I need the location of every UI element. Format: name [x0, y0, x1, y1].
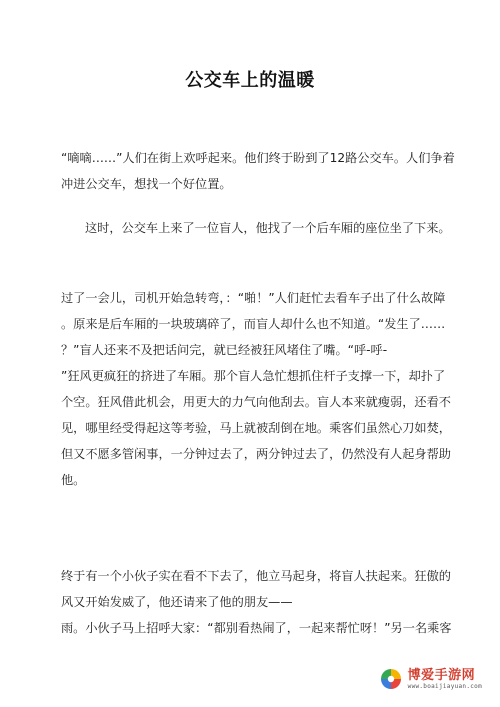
- paragraph-line: 冲进公交车，想找一个好位置。: [61, 177, 232, 191]
- paragraph-3: [61, 285, 449, 493]
- paragraph-4: [61, 563, 452, 641]
- watermark-text: [408, 669, 482, 690]
- paragraph-line: 风又开始发威了，他还请来了他的朋友——: [61, 595, 293, 609]
- watermark-site-name: 博爱手游网: [407, 667, 476, 683]
- paragraph-line: 终于有一个小伙子实在看不下去了，他立马起身，将盲人扶起来。狂傲的: [61, 569, 451, 583]
- paragraph-line: 过了一会儿，司机开始急转弯，：“啪！”人们赶忙去看车子出了什么故障: [61, 291, 446, 305]
- paragraph-line: 个空。狂风借此机会，用更大的力气向他刮去。盲人本来就瘦弱，还看不: [61, 395, 451, 409]
- paragraph-line: 雨。小伙子马上招呼大家：“都别看热闹了，一起来帮忙呀！”另一名乘客: [61, 621, 452, 635]
- paragraph-line: 。原来是后车厢的一块玻璃碎了，而盲人却什么也不知道。“发生了……: [61, 317, 446, 331]
- paragraph-line: 但又不愿多管闲事，一分钟过去了，两分钟过去了，仍然没有人起身帮助: [61, 447, 451, 461]
- paragraph-line: “嘀嘀……”人们在街上欢呼起来。他们终于盼到了12路公交车。人们争着: [61, 151, 455, 165]
- paragraph-line: ？”盲人还来不及把话问完，就已经被狂风堵住了嘴。“呼-呼-: [61, 343, 388, 357]
- paragraph-2: [61, 215, 449, 241]
- watermark-site-url: www.boaijiayuan.com: [407, 682, 482, 690]
- colorful-pinwheel-logo-icon: [379, 667, 403, 691]
- paragraph-line: ”狂风更疯狂的挤进了车厢。那个盲人急忙想抓住杆子支撑一下，却扑了: [61, 369, 446, 383]
- paragraph-1: [61, 145, 455, 197]
- paragraph-line: 他。: [61, 473, 86, 487]
- site-watermark: [376, 663, 488, 695]
- page-title: 公交车上的温暖: [185, 70, 315, 91]
- paragraph-line: 这时，公交车上来了一位盲人，他找了一个后车厢的座位坐了下来。: [85, 221, 451, 235]
- paragraph-line: 见，哪里经受得起这等考验，马上就被刮倒在地。乘客们虽然心刀如焚，: [61, 421, 451, 435]
